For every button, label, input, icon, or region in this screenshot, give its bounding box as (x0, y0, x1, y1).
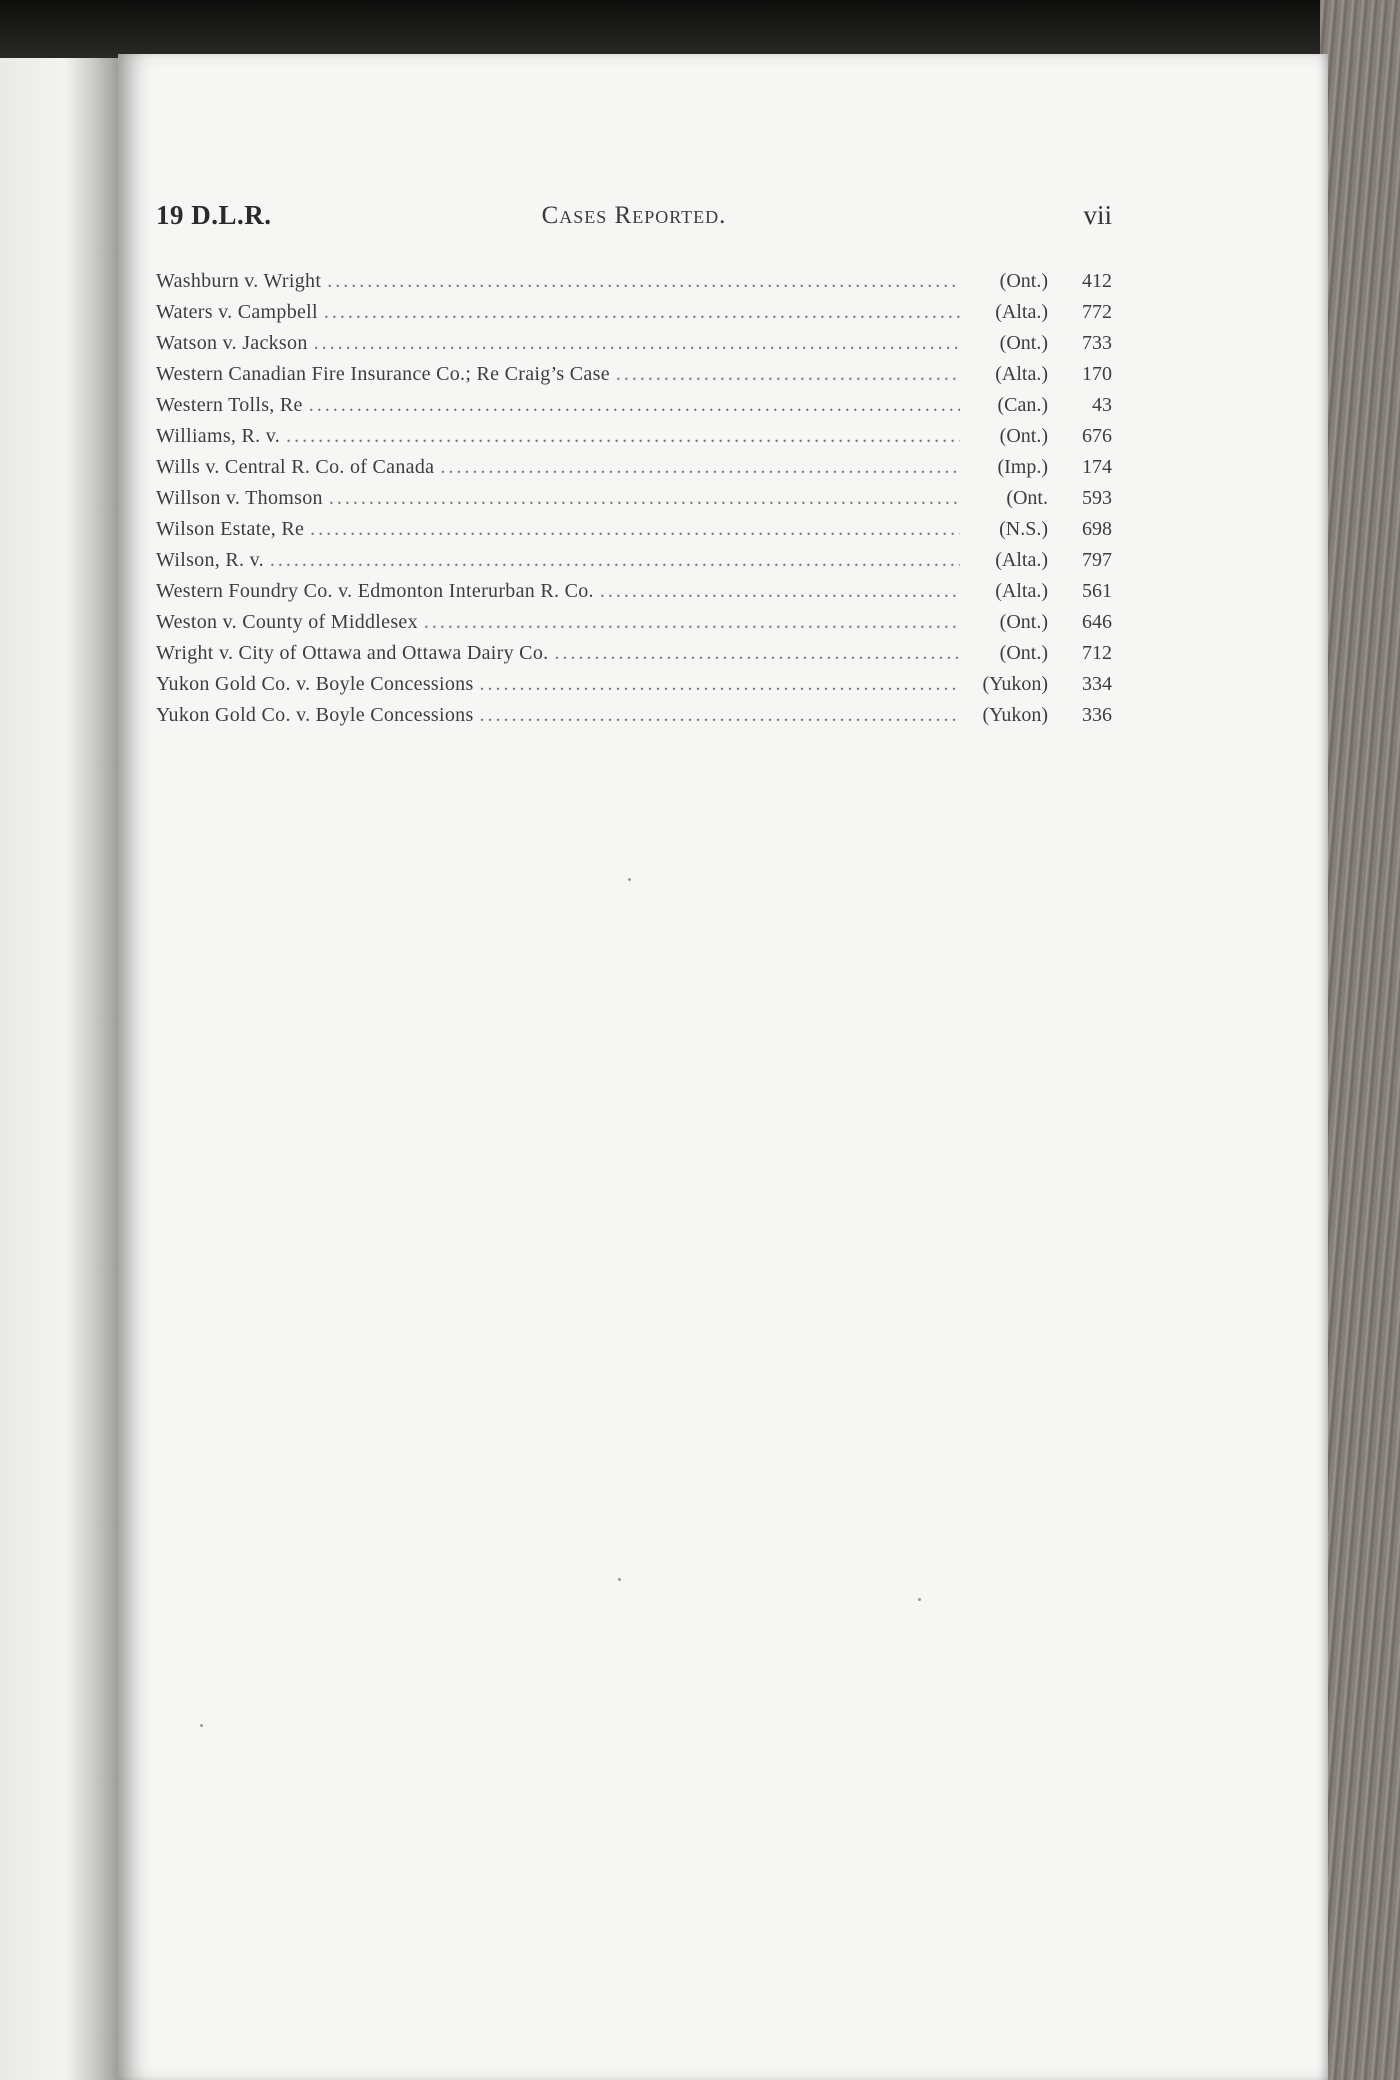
case-row (156, 421, 1112, 452)
dot-leader (600, 576, 960, 607)
dot-leader (286, 421, 960, 452)
case-name: Williams, R. v. (156, 425, 281, 447)
case-name: Wills v. Central R. Co. of Canada (156, 456, 435, 478)
case-page: 43 (1092, 394, 1112, 416)
dot-leader (329, 483, 960, 514)
case-row (156, 266, 1112, 297)
case-court: (Alta.) (995, 301, 1048, 323)
case-page: 797 (1082, 549, 1112, 571)
dot-leader (327, 266, 960, 297)
case-name: Western Tolls, Re (156, 394, 303, 416)
case-court: (Ont.) (999, 270, 1048, 292)
case-name: Wright v. City of Ottawa and Ottawa Dairy Co. (156, 642, 549, 664)
case-name: Wilson, R. v. (156, 549, 264, 571)
case-page: 593 (1082, 487, 1112, 509)
dot-leader (480, 669, 960, 700)
case-page: 646 (1082, 611, 1112, 633)
case-row (156, 545, 1112, 576)
case-name: Yukon Gold Co. v. Boyle Concessions (156, 673, 474, 695)
dot-leader (270, 545, 960, 576)
case-row (156, 607, 1112, 638)
paper-speck (628, 878, 631, 881)
case-page: 336 (1082, 704, 1112, 726)
case-row (156, 483, 1112, 514)
page-number: vii (1083, 200, 1112, 230)
case-court: (Can.) (997, 394, 1048, 416)
dot-leader (324, 297, 960, 328)
case-page: 561 (1082, 580, 1112, 602)
case-court: (Ont.) (999, 642, 1048, 664)
case-page: 772 (1082, 301, 1112, 323)
case-court: (Ont.) (999, 425, 1048, 447)
dot-leader (310, 514, 960, 545)
case-name: Western Foundry Co. v. Edmonton Interurban R. Co. (156, 580, 594, 602)
dot-leader (309, 390, 960, 421)
case-row (156, 390, 1112, 421)
case-name: Waters v. Campbell (156, 301, 318, 323)
case-row (156, 452, 1112, 483)
case-name: Weston v. County of Middlesex (156, 611, 418, 633)
case-name: Washburn v. Wright (156, 270, 322, 292)
case-row (156, 576, 1112, 607)
cases-list (156, 266, 1112, 731)
case-name: Wilson Estate, Re (156, 518, 305, 540)
case-name: Watson v. Jackson (156, 332, 308, 354)
case-court: (Imp.) (997, 456, 1048, 478)
facing-page-edge (0, 58, 118, 2080)
running-head (156, 200, 1112, 240)
case-court: (Alta.) (995, 549, 1048, 571)
case-court: (Ont. (1006, 487, 1048, 509)
case-row (156, 700, 1112, 731)
case-name: Willson v. Thomson (156, 487, 323, 509)
dot-leader (314, 328, 960, 359)
case-row (156, 669, 1112, 700)
dot-leader (424, 607, 960, 638)
volume-label: 19 D.L.R. (156, 200, 272, 230)
scan-background-edge (1320, 0, 1400, 2080)
case-court: (N.S.) (999, 518, 1048, 540)
paper-speck (918, 1598, 921, 1601)
dot-leader (616, 359, 960, 390)
case-court: (Yukon) (982, 704, 1048, 726)
case-page: 698 (1082, 518, 1112, 540)
case-page: 712 (1082, 642, 1112, 664)
case-page: 733 (1082, 332, 1112, 354)
case-court: (Ont.) (999, 611, 1048, 633)
paper-speck (618, 1578, 621, 1581)
case-page: 676 (1082, 425, 1112, 447)
dot-leader (440, 452, 960, 483)
page-title: Cases Reported. (541, 202, 727, 229)
scan-background-top (0, 0, 1400, 62)
dot-leader (480, 700, 960, 731)
case-court: (Ont.) (999, 332, 1048, 354)
case-page: 334 (1082, 673, 1112, 695)
dot-leader (554, 638, 960, 669)
case-row (156, 638, 1112, 669)
case-page: 174 (1082, 456, 1112, 478)
case-court: (Alta.) (995, 363, 1048, 385)
case-page: 412 (1082, 270, 1112, 292)
case-name: Yukon Gold Co. v. Boyle Concessions (156, 704, 474, 726)
paper-speck (200, 1724, 203, 1727)
case-row (156, 359, 1112, 390)
case-row (156, 514, 1112, 545)
case-row (156, 297, 1112, 328)
case-court: (Alta.) (995, 580, 1048, 602)
case-court: (Yukon) (982, 673, 1048, 695)
case-name: Western Canadian Fire Insurance Co.; Re Craig’s Case (156, 363, 610, 385)
case-row (156, 328, 1112, 359)
case-page: 170 (1082, 363, 1112, 385)
